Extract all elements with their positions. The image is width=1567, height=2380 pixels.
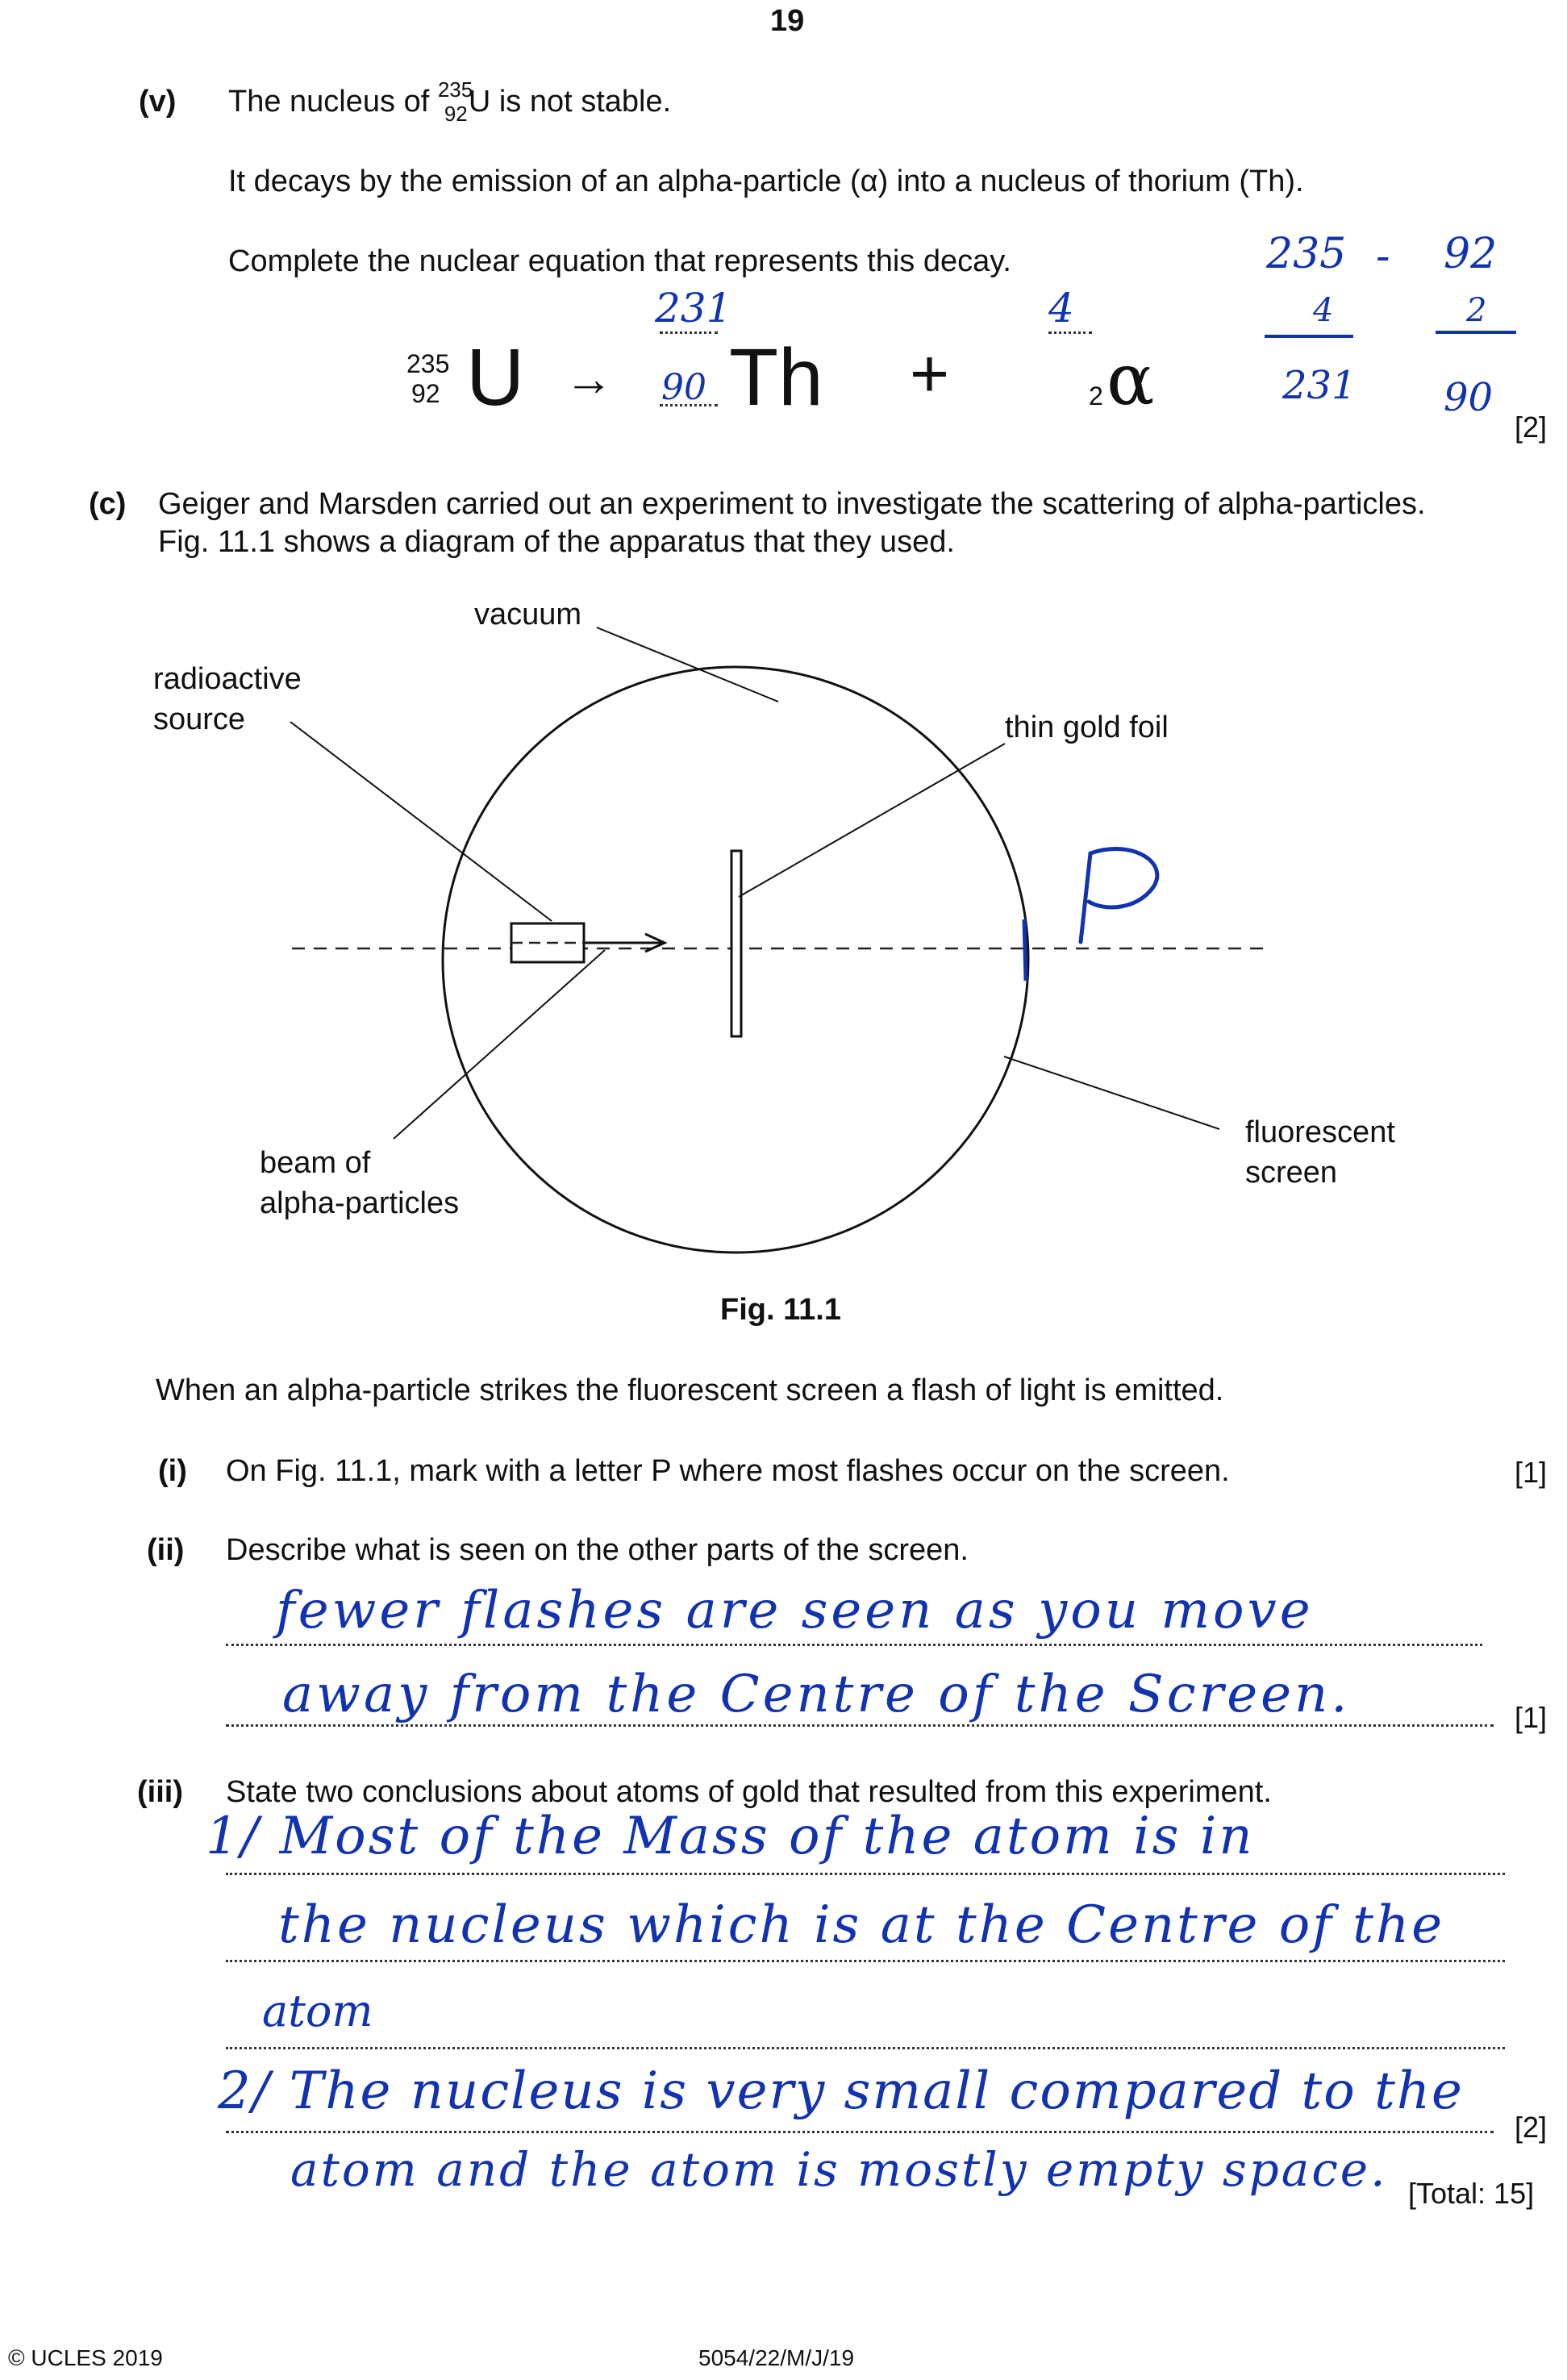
fig-caption: Fig. 11.1 xyxy=(720,1293,841,1327)
foil-leader xyxy=(739,744,1005,897)
footer-copyright: © UCLES 2019 xyxy=(8,2345,163,2370)
eq-th-mass-dots xyxy=(660,331,718,334)
eq-alpha-symbol: α xyxy=(1106,338,1155,421)
eq-arrow: → xyxy=(565,352,613,406)
label-source-1: radioactive xyxy=(153,662,302,696)
part-v-marks: [2] xyxy=(1515,411,1548,444)
q-iii-answer-line-3 xyxy=(226,2047,1505,2049)
part-v-line1-pre: The nucleus of xyxy=(228,85,438,119)
q-ii-marks: [1] xyxy=(1515,1701,1548,1734)
eq-th-mass: 231 xyxy=(655,285,732,331)
working-231: 231 xyxy=(1282,363,1357,408)
eq-alpha-mass-dots xyxy=(1048,331,1092,334)
working-235: 235 xyxy=(1266,230,1347,278)
page-number: 19 xyxy=(770,4,805,38)
handwritten-p-marker xyxy=(1079,847,1160,944)
eq-th-atomic: 90 xyxy=(661,367,706,408)
total-marks: [Total: 15] xyxy=(1408,2177,1535,2210)
q-iii-answer-line-2 xyxy=(226,1960,1505,1962)
working-line-1 xyxy=(1265,335,1353,338)
working-minus: - xyxy=(1376,232,1390,281)
label-beam-1: beam of xyxy=(260,1146,371,1180)
q-iii-answer-line-1 xyxy=(226,1873,1505,1875)
q-ii-answer-line-1 xyxy=(226,1644,1482,1646)
eq-plus: + xyxy=(910,336,950,411)
footer-code: 5054/22/M/J/19 xyxy=(698,2345,855,2370)
gold-foil xyxy=(731,851,741,1036)
part-c-intro-1: Geiger and Marsden carried out an experiment to investigate the scattering of alpha-particles. xyxy=(158,487,1426,521)
source-leader xyxy=(290,722,552,921)
q-ii-answer-2: away from the Centre of the Screen. xyxy=(282,1665,1351,1724)
part-v-line2: It decays by the emission of an alpha-particle (α) into a nucleus of thorium (Th). xyxy=(228,165,1304,198)
working-line-2 xyxy=(1436,331,1516,334)
label-screen-2: screen xyxy=(1245,1156,1338,1190)
part-c-intro-2: Fig. 11.1 shows a diagram of the apparatus that they used. xyxy=(158,525,955,559)
working-2: 2 xyxy=(1466,292,1487,329)
q-iii-answer-line-4 xyxy=(226,2131,1494,2133)
u-mass-inline: 235 xyxy=(437,77,473,102)
q-iii-marks: [2] xyxy=(1515,2111,1548,2144)
q-ii-answer-line-2 xyxy=(226,1724,1494,1727)
part-v-label: (v) xyxy=(139,85,177,119)
u-atomic-inline: 92 xyxy=(444,102,468,126)
eq-alpha-atomic: 2 xyxy=(1089,381,1103,411)
label-gold-foil: thin gold foil xyxy=(1005,711,1169,744)
eq-th-symbol: Th xyxy=(729,332,823,423)
part-v-line1 xyxy=(228,77,672,126)
q-iii-label: (iii) xyxy=(137,1775,183,1809)
q-i-marks: [1] xyxy=(1515,1456,1548,1489)
q-iii-answer-1: 1/ Most of the Mass of the atom is in xyxy=(206,1807,1255,1866)
eq-u-mass: 235 xyxy=(406,349,450,378)
label-vacuum: vacuum xyxy=(474,598,582,631)
eq-alpha-mass: 4 xyxy=(1048,285,1074,331)
part-v-line1-post: is not stable. xyxy=(490,85,672,119)
label-screen-1: fluorescent xyxy=(1245,1115,1395,1149)
nuclear-equation xyxy=(403,285,1210,440)
q-iii-answer-2: the nucleus which is at the Centre of the xyxy=(278,1895,1445,1955)
eq-u-atomic: 92 xyxy=(411,379,440,408)
q-iii-answer-5: atom and the atom is mostly empty space. xyxy=(290,2142,1388,2197)
working-92: 92 xyxy=(1444,230,1498,278)
eq-u-symbol: U xyxy=(466,332,525,423)
part-c-label: (c) xyxy=(89,487,127,521)
label-source-2: source xyxy=(153,702,246,736)
eq-th-atomic-dots xyxy=(660,404,718,406)
working-90: 90 xyxy=(1444,375,1494,420)
part-v-line3: Complete the nuclear equation that represents this decay. xyxy=(228,244,1011,278)
q-ii-answer-1: fewer flashes are seen as you move xyxy=(276,1581,1314,1640)
vacuum-leader xyxy=(597,627,778,702)
working-4: 4 xyxy=(1313,292,1334,329)
screen-leader xyxy=(1004,1057,1219,1129)
beam-leader xyxy=(394,950,605,1139)
label-beam-2: alpha-particles xyxy=(260,1186,460,1220)
q-i-text: On Fig. 11.1, mark with a letter P where most flashes occur on the screen. xyxy=(226,1454,1230,1488)
q-iii-text: State two conclusions about atoms of gold that resulted from this experiment. xyxy=(226,1775,1272,1809)
q-i-label: (i) xyxy=(158,1454,187,1488)
u-symbol-inline: U xyxy=(468,85,491,119)
q-ii-label: (ii) xyxy=(147,1533,185,1567)
q-ii-text: Describe what is seen on the other parts of the screen. xyxy=(226,1533,969,1567)
p-mark-stroke xyxy=(1024,919,1026,981)
q-iii-answer-3: atom xyxy=(262,1986,373,2036)
q-iii-answer-4: 2/ The nucleus is very small compared to the xyxy=(218,2061,1464,2121)
statement: When an alpha-particle strikes the fluorescent screen a flash of light is emitted. xyxy=(156,1373,1224,1407)
